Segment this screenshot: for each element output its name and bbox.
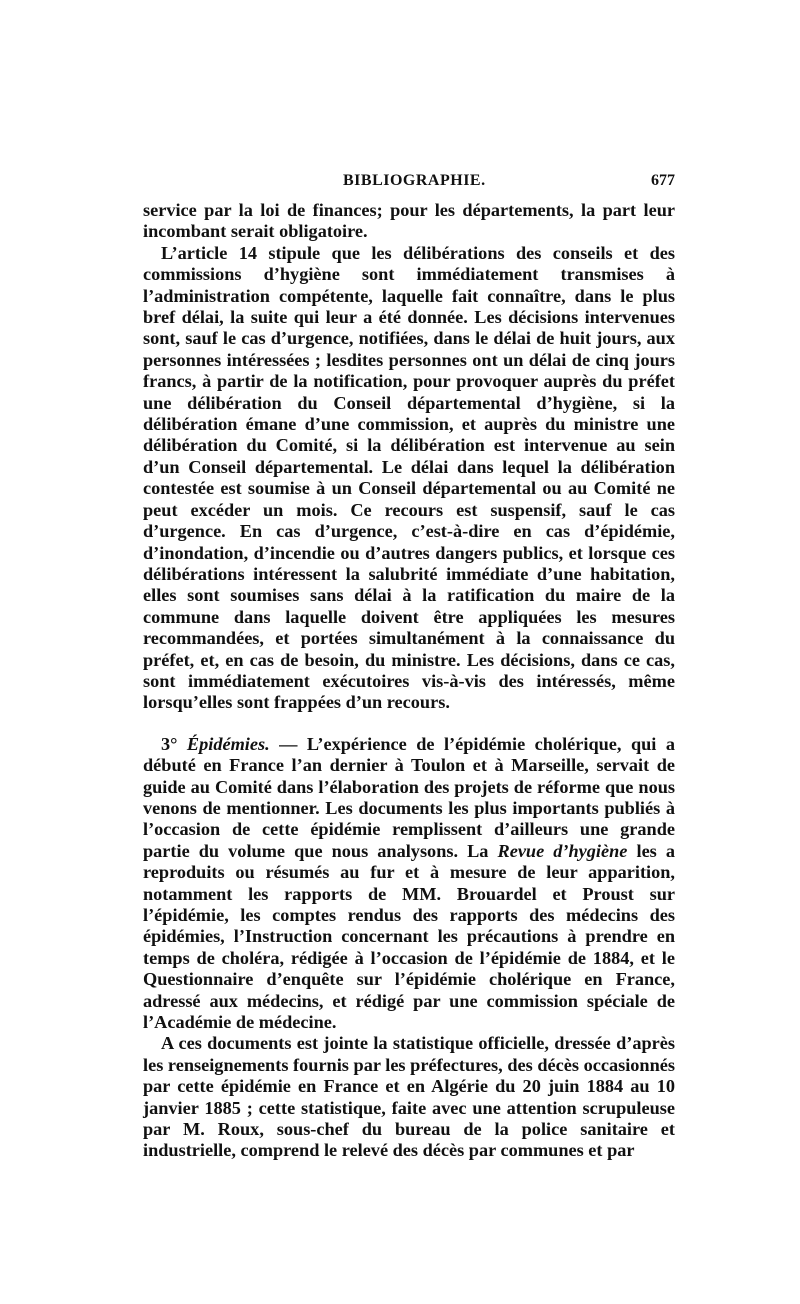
journal-title: Revue d’hygiène xyxy=(497,840,628,861)
paragraph-epidemies xyxy=(143,734,675,1034)
section-text-part-2: les a reproduits ou résumés au fur et à mesure de leur apparition, notamment les rapports de MM. Brouardel et Proust sur l’épidémie, les comptes rendus des rapports des médecins des épidémies, l’Instruction concernant les précautions à prendre en temps de choléra, rédigée à l’occasion de l’épidémie de 1884, et le Questionnaire d’enquête sur l’épidémie cholérique en France, adressé aux médecins, et rédigé par une commission spéciale de l’Académie de médecine. xyxy=(143,840,676,1033)
running-head xyxy=(143,172,675,196)
section-number: 3° xyxy=(161,733,178,754)
section-text-part-1: — L’expérience de l’épidémie cholérique, qui a débuté en France l’an dernier à Toulon et à Marseille, servait de guide au Comité dans l’élaboration des projets de réforme que nous venons de mentionner. Les documents les plus importants publiés à l’occasion de cette épidémie remplissent d’ailleurs une grande partie du volume que nous analysons. La xyxy=(143,733,675,861)
body-text xyxy=(143,200,675,1162)
section-heading: Épidémies. xyxy=(186,733,270,754)
paragraph-continuation: service par la loi de finances; pour les départements, la part leur incombant serait obligatoire. xyxy=(143,200,675,242)
running-head-title: BIBLIOGRAPHIE. xyxy=(343,172,486,189)
paragraph-article-14: L’article 14 stipule que les délibérations des conseils et des commissions d’hygiène sont immédiatement transmises à l’administration compétente, laquelle fait connaître, dans le plus bref délai, la suite qui leur a été donnée. Les décisions intervenues sont, sauf le cas d’urgence, notifiées, dans le délai de huit jours, aux personnes intéressées ; lesdites personnes ont un délai de cinq jours francs, à partir de la notification, pour provoquer auprès du préfet une délibération du Conseil départemental d’hygiène, si la délibération émane d’une commission, et auprès du ministre une délibération du Comité, si la délibération est intervenue au sein d’un Conseil départemental. Le délai dans lequel la délibération contestée est soumise à un Conseil départemental ou au Comité ne peut excéder un mois. Ce recours est suspensif, sauf le cas d’urgence. En cas d’urgence, c’est-à-dire en cas d’épidémie, d’inondation, d’incendie ou d’autres dangers publics, et lorsque ces délibérations intéressent la salubrité immédiate d’une habitation, elles sont soumises sans délai à la ratification du maire de la commune dans laquelle doivent être appliquées les mesures recommandées, et portées simultanément à la connaissance du préfet, et, en cas de besoin, du ministre. Les décisions, dans ce cas, sont immédiatement exécutoires vis-à-vis des intéressés, même lorsqu’elles sont frappées d’un recours. xyxy=(143,242,675,713)
page-number: 677 xyxy=(651,172,675,189)
paragraph-statistics: A ces documents est jointe la statistique officielle, dressée d’après les renseignements fournis par les préfectures, des décès occasionnés par cette épidémie en France et en Algérie du 20 juin 1884 au 10 janvier 1885 ; cette statistique, faite avec une attention scrupuleuse par M. Roux, sous-chef du bureau de la police sanitaire et industrielle, comprend le relevé des décès par communes et par xyxy=(143,1033,675,1161)
